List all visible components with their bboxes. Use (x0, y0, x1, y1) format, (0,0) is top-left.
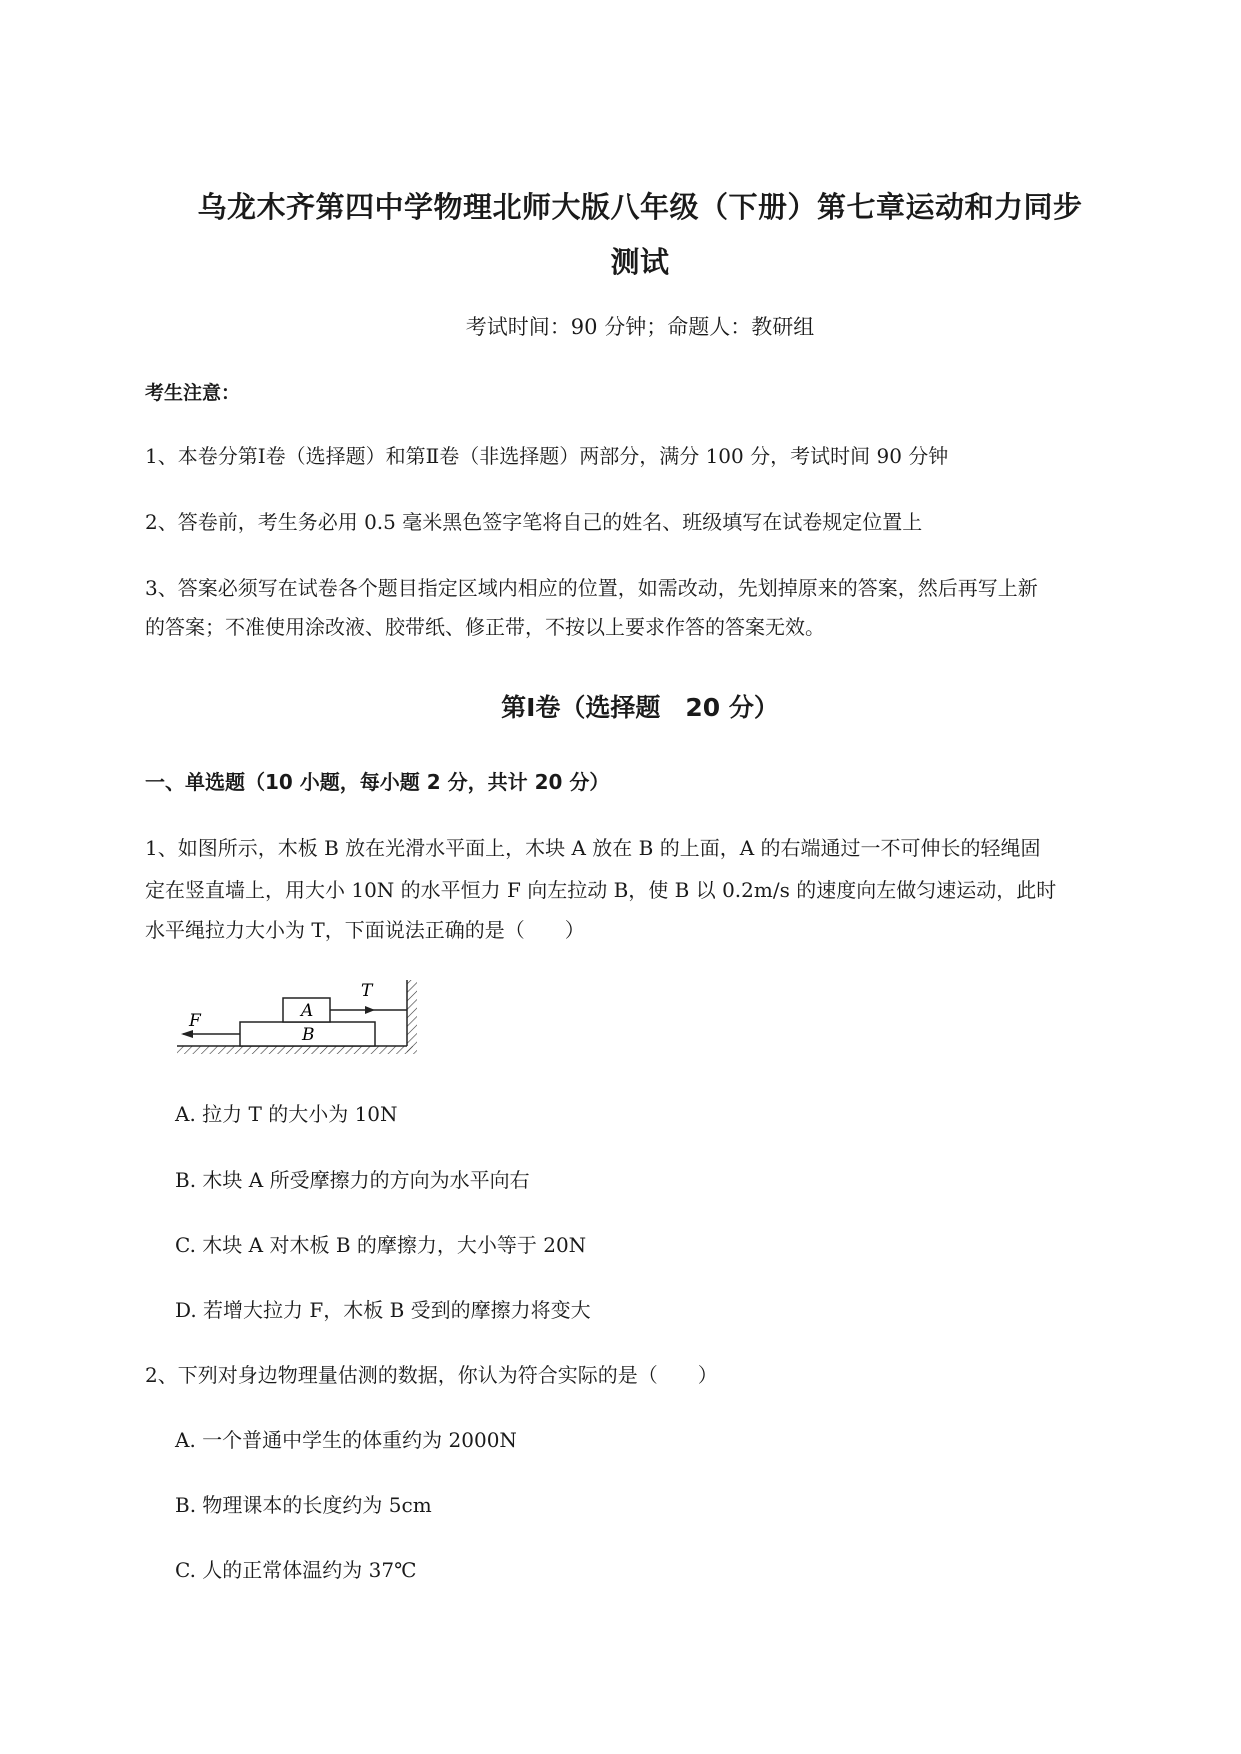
label-f: F (189, 1011, 201, 1031)
q2-option-b: B. 物理课本的长度约为 5cm (175, 1493, 432, 1517)
label-b: B (302, 1025, 315, 1045)
q2-stem: 2、下列对身边物理量估测的数据，你认为符合实际的是（ ） (145, 1363, 718, 1387)
label-a: A (301, 1001, 314, 1021)
label-t: T (361, 981, 373, 1001)
notice-item-2: 2、答卷前，考生务必用 0.5 毫米黑色签字笔将自己的姓名、班级填写在试卷规定位置上 (145, 510, 923, 534)
ground-hatch (177, 1046, 413, 1054)
q2-option-c: C. 人的正常体温约为 37℃ (175, 1558, 417, 1582)
exam-title-line2: 测试 (610, 245, 670, 279)
q1-stem-line2: 定在竖直墙上，用大小 10N 的水平恒力 F 向左拉动 B，使 B 以 0.2m/s 的速度向左做匀速运动，此时 (145, 878, 1057, 902)
exam-title-line1: 乌龙木齐第四中学物理北师大版八年级（下册）第七章运动和力同步 (197, 190, 1083, 224)
q1-option-c: C. 木块 A 对木板 B 的摩擦力，大小等于 20N (175, 1233, 587, 1257)
exam-meta: 考试时间：90 分钟；命题人：教研组 (465, 315, 815, 339)
notice-item-3-line1: 3、答案必须写在试卷各个题目指定区域内相应的位置，如需改动，先划掉原来的答案，然后再写上新 (145, 576, 1038, 600)
q1-figure (175, 978, 425, 1068)
notice-heading: 考生注意： (145, 382, 241, 404)
wall-hatch (407, 980, 417, 1054)
notice-item-1: 1、本卷分第Ⅰ卷（选择题）和第Ⅱ卷（非选择题）两部分，满分 100 分，考试时间 90 分钟 (145, 444, 949, 468)
q1-stem-line3: 水平绳拉力大小为 T，下面说法正确的是（ ） (145, 918, 585, 942)
section-title: 第Ⅰ卷（选择题 20 分） (501, 693, 779, 722)
q1-option-b: B. 木块 A 所受摩擦力的方向为水平向右 (175, 1168, 530, 1192)
part-heading: 一、单选题（10 小题，每小题 2 分，共计 20 分） (145, 770, 610, 794)
q1-stem-line1: 1、如图所示，木板 B 放在光滑水平面上，木块 A 放在 B 的上面，A 的右端通过一不可伸长的轻绳固 (145, 836, 1041, 860)
q1-option-a: A. 拉力 T 的大小为 10N (175, 1102, 398, 1126)
q2-option-a: A. 一个普通中学生的体重约为 2000N (175, 1428, 517, 1452)
tension-arrowhead (365, 1006, 375, 1014)
force-f-arrowhead (181, 1030, 193, 1038)
notice-item-3-line2: 的答案；不准使用涂改液、胶带纸、修正带，不按以上要求作答的答案无效。 (145, 615, 825, 639)
q1-option-d: D. 若增大拉力 F，木板 B 受到的摩擦力将变大 (175, 1298, 591, 1322)
